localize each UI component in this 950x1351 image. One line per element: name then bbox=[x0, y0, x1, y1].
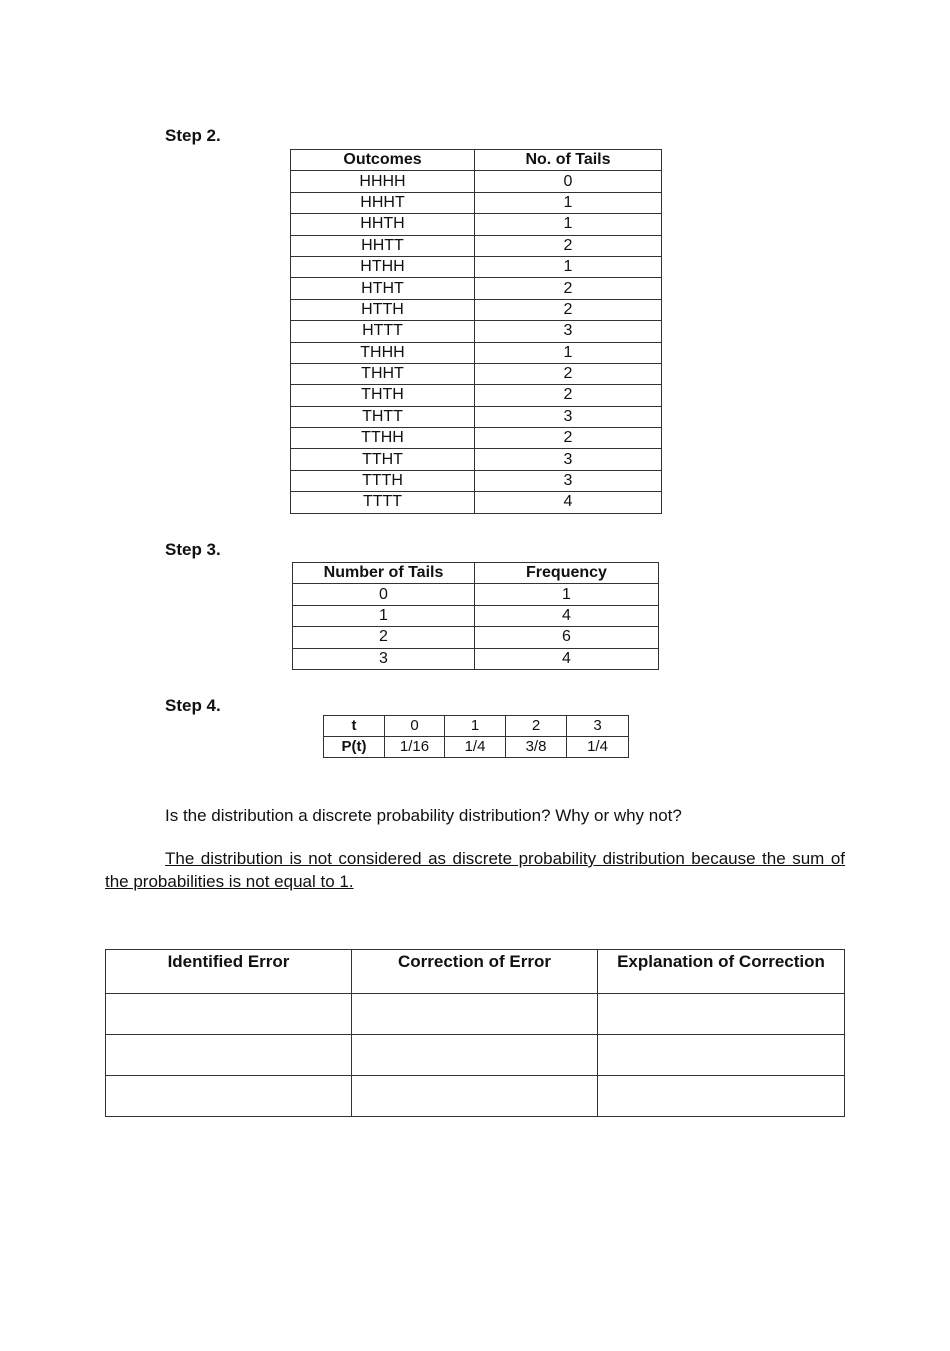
tails-count-cell: 1 bbox=[475, 214, 662, 235]
p-value: 1/4 bbox=[445, 737, 506, 758]
explanation-of-correction-input[interactable] bbox=[598, 1035, 845, 1076]
frequency-cell: 1 bbox=[475, 584, 659, 605]
correction-of-error-input[interactable] bbox=[352, 994, 598, 1035]
table-row bbox=[291, 321, 662, 342]
table-row bbox=[291, 428, 662, 449]
tails-count-cell: 2 bbox=[475, 278, 662, 299]
frequency-cell: 6 bbox=[475, 627, 659, 648]
table-row bbox=[291, 278, 662, 299]
question-text: Is the distribution a discrete probability distribution? Why or why not? bbox=[165, 806, 682, 825]
explanation-of-correction-input[interactable] bbox=[598, 1076, 845, 1117]
outcome-cell: TTHH bbox=[291, 428, 475, 449]
outcome-cell: THHH bbox=[291, 342, 475, 363]
t-value: 1 bbox=[445, 716, 506, 737]
t-label: t bbox=[324, 716, 385, 737]
outcome-cell: HHTH bbox=[291, 214, 475, 235]
tails-count-cell: 2 bbox=[475, 385, 662, 406]
number-of-tails-header: Number of Tails bbox=[293, 563, 475, 584]
tails-count-cell: 1 bbox=[475, 256, 662, 277]
tails-count-cell: 2 bbox=[475, 299, 662, 320]
outcome-cell: HHHH bbox=[291, 171, 475, 192]
table-row bbox=[291, 235, 662, 256]
table-row bbox=[293, 605, 659, 626]
p-value: 3/8 bbox=[506, 737, 567, 758]
table-row bbox=[106, 1076, 845, 1117]
outcome-cell: HTTH bbox=[291, 299, 475, 320]
table-row bbox=[291, 492, 662, 513]
frequency-table bbox=[292, 562, 659, 670]
outcome-cell: HTHT bbox=[291, 278, 475, 299]
identified-error-input[interactable] bbox=[106, 1035, 352, 1076]
table-row bbox=[291, 342, 662, 363]
probability-table bbox=[323, 715, 629, 758]
outcome-cell: THTT bbox=[291, 406, 475, 427]
table-row bbox=[291, 171, 662, 192]
identified-error-input[interactable] bbox=[106, 994, 352, 1035]
outcome-cell: TTHT bbox=[291, 449, 475, 470]
outcome-cell: HTTT bbox=[291, 321, 475, 342]
correction-of-error-input[interactable] bbox=[352, 1035, 598, 1076]
step-3-label: Step 3. bbox=[165, 540, 221, 559]
t-row bbox=[324, 716, 629, 737]
correction-of-error-input[interactable] bbox=[352, 1076, 598, 1117]
p-value: 1/16 bbox=[385, 737, 445, 758]
table-row bbox=[293, 627, 659, 648]
table-row bbox=[106, 994, 845, 1035]
tails-count-cell: 0 bbox=[475, 171, 662, 192]
t-value: 0 bbox=[385, 716, 445, 737]
t-value: 2 bbox=[506, 716, 567, 737]
frequency-header: Frequency bbox=[475, 563, 659, 584]
table-row bbox=[291, 406, 662, 427]
tails-count-cell: 3 bbox=[475, 449, 662, 470]
outcome-cell: TTTT bbox=[291, 492, 475, 513]
step-4-label: Step 4. bbox=[165, 696, 221, 715]
identified-error-input[interactable] bbox=[106, 1076, 352, 1117]
outcome-cell: HHTT bbox=[291, 235, 475, 256]
tails-count-cell: 2 bbox=[475, 363, 662, 384]
tails-count-cell: 1 bbox=[475, 192, 662, 213]
outcomes-table bbox=[290, 149, 662, 514]
frequency-cell: 4 bbox=[475, 648, 659, 669]
table-row bbox=[293, 584, 659, 605]
tails-count-cell: 3 bbox=[475, 406, 662, 427]
table-row bbox=[291, 470, 662, 491]
outcomes-header: Outcomes bbox=[291, 150, 475, 171]
tails-header: No. of Tails bbox=[475, 150, 662, 171]
explanation-of-correction-header: Explanation of Correction bbox=[598, 950, 845, 994]
outcome-cell: THHT bbox=[291, 363, 475, 384]
p-label: P(t) bbox=[324, 737, 385, 758]
outcome-cell: THTH bbox=[291, 385, 475, 406]
table-row bbox=[291, 449, 662, 470]
tails-count-cell: 1 bbox=[475, 342, 662, 363]
table-row bbox=[291, 299, 662, 320]
tails-number-cell: 3 bbox=[293, 648, 475, 669]
t-value: 3 bbox=[567, 716, 629, 737]
table-row bbox=[291, 192, 662, 213]
outcome-cell: TTTH bbox=[291, 470, 475, 491]
correction-of-error-header: Correction of Error bbox=[352, 950, 598, 994]
tails-count-cell: 2 bbox=[475, 235, 662, 256]
p-value: 1/4 bbox=[567, 737, 629, 758]
tails-count-cell: 3 bbox=[475, 321, 662, 342]
outcome-cell: HTHH bbox=[291, 256, 475, 277]
identified-error-header: Identified Error bbox=[106, 950, 352, 994]
answer-text: The distribution is not considered as discrete probability distribution because the sum of the probabilities is not equal to 1. bbox=[105, 849, 845, 891]
tails-number-cell: 1 bbox=[293, 605, 475, 626]
explanation-of-correction-input[interactable] bbox=[598, 994, 845, 1035]
tails-number-cell: 0 bbox=[293, 584, 475, 605]
step-2-label: Step 2. bbox=[165, 126, 221, 145]
tails-number-cell: 2 bbox=[293, 627, 475, 648]
frequency-cell: 4 bbox=[475, 605, 659, 626]
table-row bbox=[106, 1035, 845, 1076]
table-row bbox=[291, 363, 662, 384]
p-row bbox=[324, 737, 629, 758]
tails-count-cell: 3 bbox=[475, 470, 662, 491]
error-analysis-table bbox=[105, 949, 845, 1117]
outcome-cell: HHHT bbox=[291, 192, 475, 213]
table-row bbox=[291, 214, 662, 235]
tails-count-cell: 4 bbox=[475, 492, 662, 513]
table-row bbox=[291, 385, 662, 406]
tails-count-cell: 2 bbox=[475, 428, 662, 449]
table-row bbox=[291, 256, 662, 277]
table-row bbox=[293, 648, 659, 669]
